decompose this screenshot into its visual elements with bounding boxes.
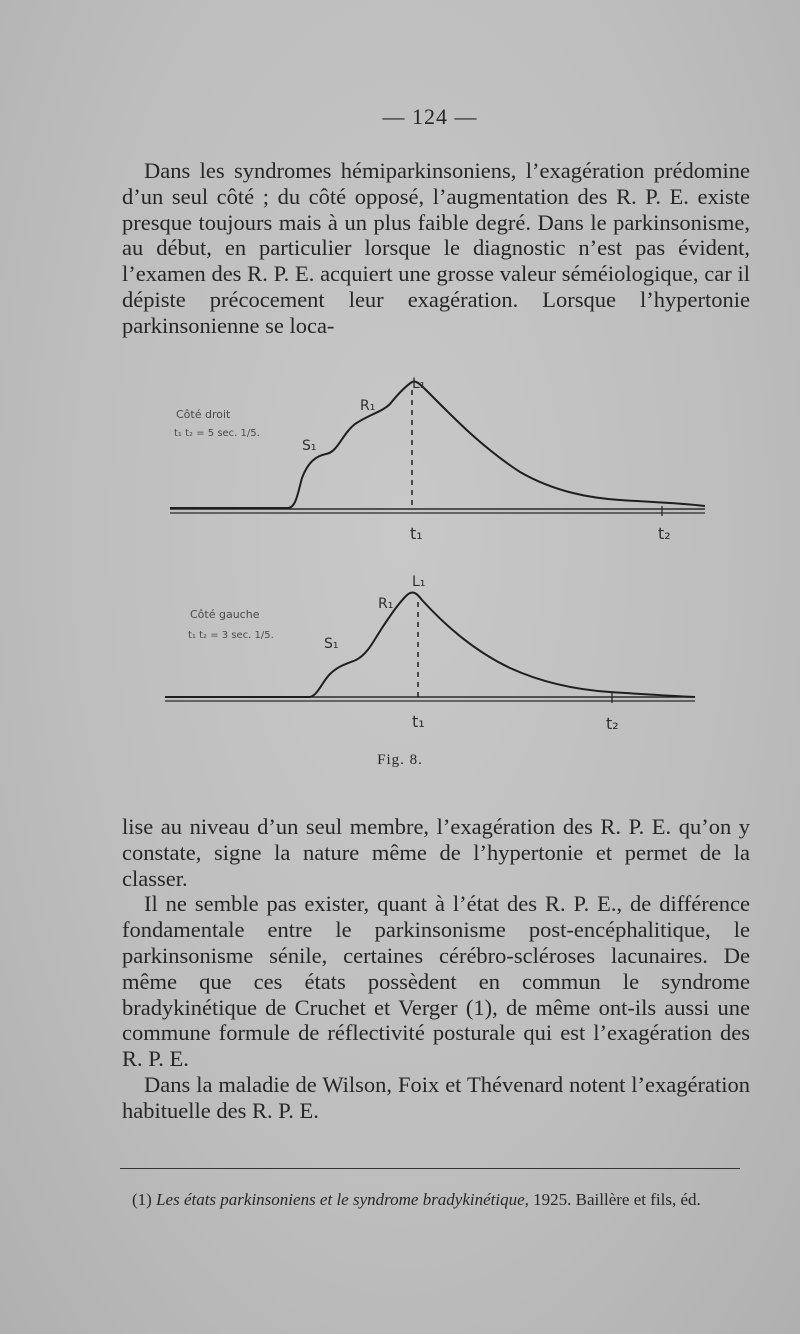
lower-label-R1: R₁ [378,596,394,612]
lower-side-label: Côté gauche [190,608,260,621]
paragraph: Il ne semble pas exister, quant à l’état des R. P. E., de différence fondamentale entre le parkinsonisme post-encéphalitique, le parkinsonisme sénile, certaines cérébro-scléroses lacunaires. De même que ces états possèdent en commun le syndrome bradykinétique de Cruchet et Verger (1), de même ont-ils aussi une commune formule de réflectivité posturale qui est l’exagération des R. P. E. [122,891,750,1072]
footnote-rest: , 1925. Baillère et fils, éd. [524,1190,701,1209]
upper-timing-label: t₁ t₂ = 5 sec. 1/5. [174,428,260,439]
upper-tracing [170,381,705,516]
upper-label-S1: S₁ [302,438,317,454]
upper-label-t2: t₂ [658,524,671,543]
lower-label-S1: S₁ [324,636,339,652]
paragraph: Dans la maladie de Wilson, Foix et Thévenard notent l’exagération habituelle des R. P. E. [122,1071,750,1123]
paragraph: Dans les syndromes hémiparkinsoniens, l’exagération prédomine d’un seul côté ; du côté opposé, l’augmentation des R. P. E. existe presque toujours mais à un plus faible degré. Dans le parkinsonisme, au début, en particulier lorsque le diagnostic n’est pas évident, l’examen des R. P. E. acquiert une grosse valeur séméiologique, car il dépiste précocement leur exagération. Lorsque l’hypertonie parkinsonienne se loca- [122,158,750,338]
figure-8 [150,360,720,750]
footnote-marker: (1) [132,1190,152,1209]
lower-label-t2: t₂ [606,714,619,733]
page-number: — 124 — [382,104,478,129]
tracing-svg [150,360,720,750]
upper-label-R1: R₁ [360,398,376,414]
figure-caption: Fig. 8. [377,752,423,768]
text-block-bottom [122,814,750,1124]
curve-upper [170,381,705,508]
footnote-title: Les états parkinsoniens et le syndrome bradykinétique [156,1190,525,1209]
footnote-rule [120,1168,740,1169]
footnote [132,1190,752,1210]
upper-label-L1: L₁ [412,376,426,392]
text-block-top [122,158,750,339]
upper-side-label: Côté droit [176,408,231,421]
lower-label-L1: L₁ [412,574,426,590]
paragraph: lise au niveau d’un seul membre, l’exagération des R. P. E. qu’on y constate, signe la nature même de l’hypertonie et permet de la classer. [122,814,750,891]
upper-label-t1: t₁ [410,524,423,543]
lower-timing-label: t₁ t₂ = 3 sec. 1/5. [188,630,274,641]
lower-label-t1: t₁ [412,712,425,731]
